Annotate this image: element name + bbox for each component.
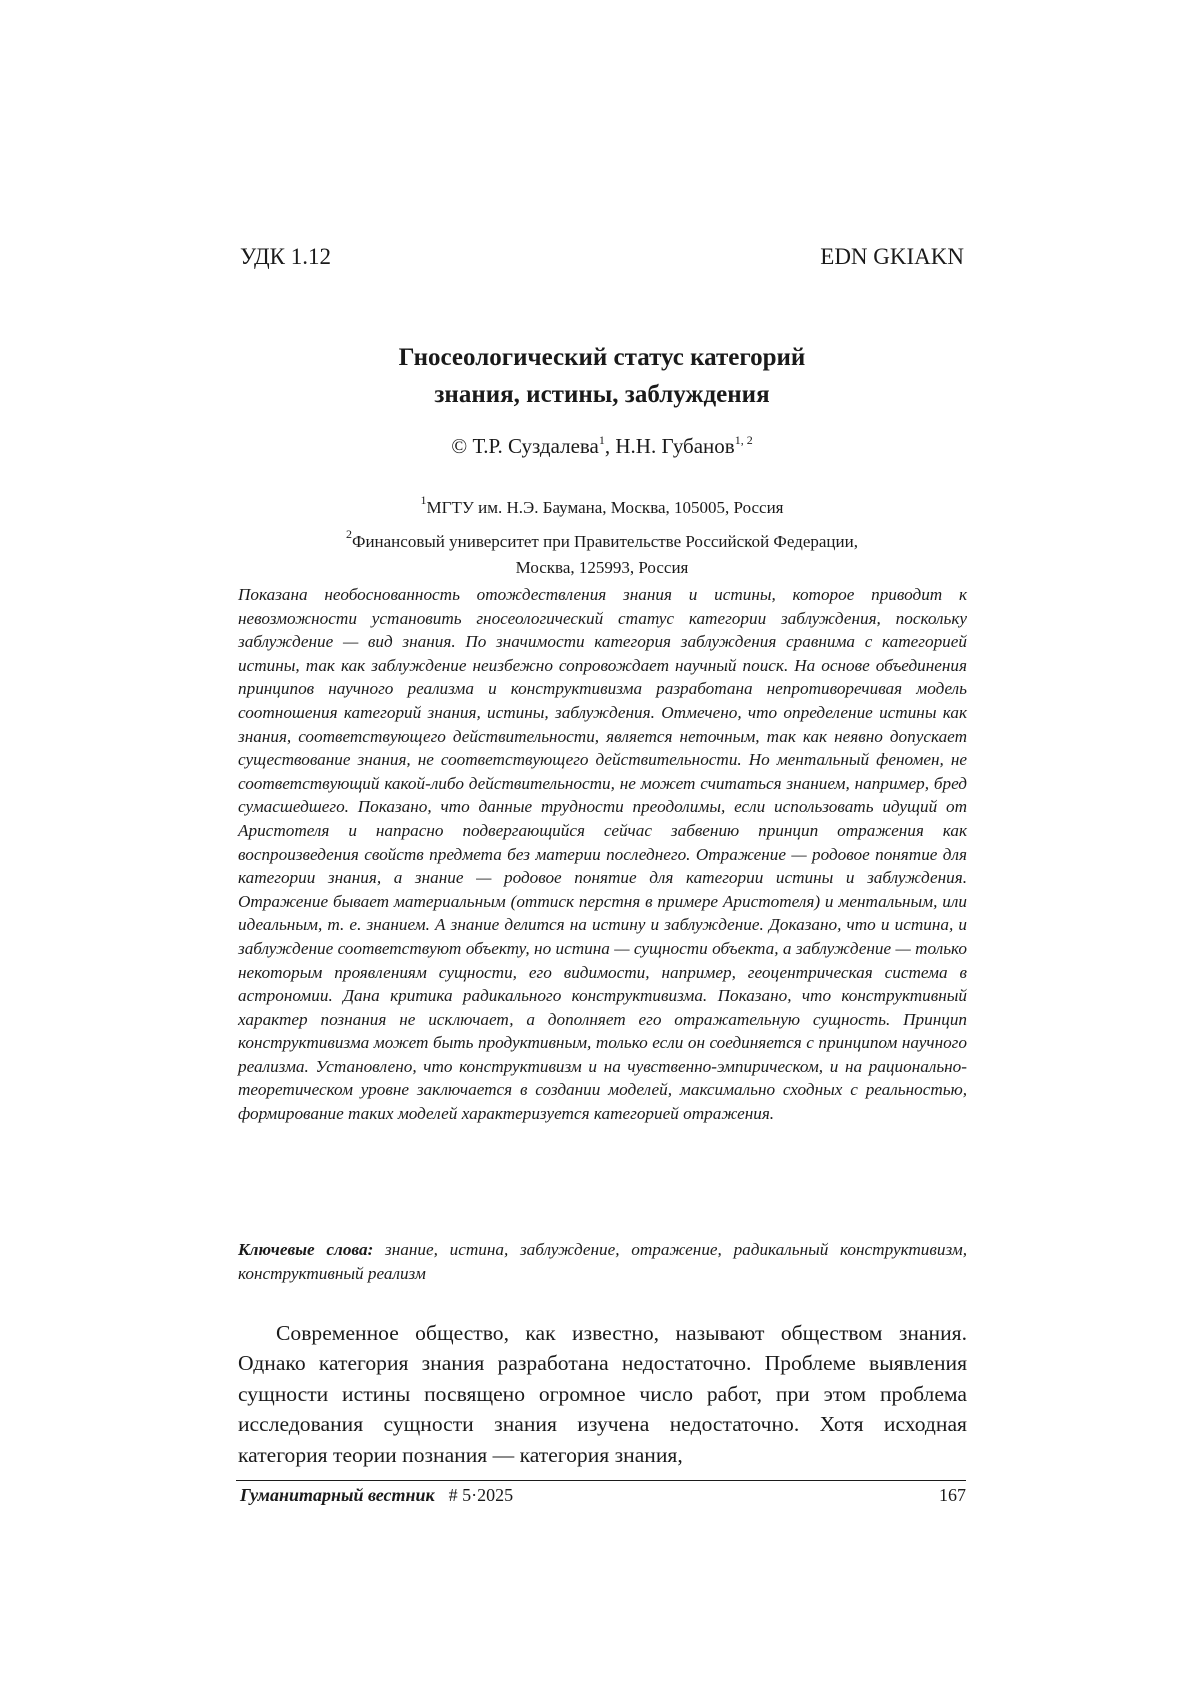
page-number: 167 (939, 1485, 966, 1505)
affiliations (240, 487, 964, 581)
title-line-1: Гносеологический статус категорий (398, 344, 806, 371)
affiliation-1 (240, 487, 964, 521)
page-header (240, 244, 964, 270)
page-footer (240, 1485, 966, 1506)
keywords-text: знание, истина, заблуждение, отражение, радикальный конструктивизм, конструктивный реализм (238, 1240, 967, 1283)
edn-code: EDN GKIAKN (820, 244, 964, 269)
author-2: , Н.Н. Губанов (604, 434, 735, 458)
article-title (240, 339, 964, 413)
authors (240, 433, 964, 459)
body-paragraph: Современное общество, как известно, называют обществом знания. Однако категория знания разработана недостаточно. Проблеме выявления сущности истины посвящено огромное число работ, при этом проблема исследования сущности знания изучена недостаточно. Хотя исходная категория теории познания — категория знания, (238, 1321, 967, 1467)
title-line-2: знания, истины, заблуждения (434, 381, 770, 408)
affiliation-2-sup: 2 (346, 527, 353, 541)
author-2-affil-sup: 1, 2 (734, 433, 753, 447)
journal-name: Гуманитарный вестник (240, 1485, 435, 1505)
affiliation-2 (240, 521, 964, 555)
udk-code: УДК 1.12 (240, 244, 331, 269)
affiliation-2-cont: Москва, 125993, Россия (515, 558, 689, 577)
affiliation-2-text: Финансовый университет при Правительстве Российской Федерации, (352, 532, 858, 551)
keywords (238, 1238, 967, 1285)
author-1-affil-sup: 1 (598, 433, 605, 447)
footer-journal (240, 1485, 513, 1506)
affiliation-1-sup: 1 (420, 493, 427, 507)
keywords-label: Ключевые слова: (238, 1240, 374, 1259)
affiliation-1-text: МГТУ им. Н.Э. Баумана, Москва, 105005, Россия (426, 498, 784, 517)
journal-issue: # 5·2025 (448, 1485, 514, 1505)
footer-divider (236, 1480, 966, 1481)
author-1: © Т.Р. Суздалева (451, 434, 599, 458)
abstract: Показана необоснованность отождествления знания и истины, которое приводит к невозможности установить гносеологический статус категории заблуждения, поскольку заблуждение — вид знания. По значимости категория заблуждения сравнима с категорией истины, так как заблуждение неизбежно сопровождает научный поиск. На основе объединения принципов научного реализма и конструктивизма разработана непротиворечивая модель соотношения категорий знания, истины, заблуждения. Отмечено, что определение истины как знания, соответствующего действительности, является неточным, так как неявно допускает существование знания, не соответствующего действительности. Но ментальный феномен, не соответствующий какой-либо действительности, не может считаться знанием, например, бред сумасшедшего. Показано, что данные трудности преодолимы, если использовать идущий от Аристотеля и напрасно подвергающийся сейчас забвению принцип отражения как воспроизведения свойств предмета без материи последнего. Отражение — родовое понятие для категории знания, а знание — родовое понятие для категории истины и заблуждения. Отражение бывает материальным (оттиск перстня в примере Аристотеля) и ментальным, или идеальным, т. е. знанием. А знание делится на истину и заблуждение. Доказано, что и истина, и заблуждение соответствуют объекту, но истина — сущности объекта, а заблуждение — только некоторым проявлениям сущности, его видимости, например, геоцентрическая система в астрономии. Дана критика радикального конструктивизма. Показано, что конструктивный характер познания не исключает, а дополняет его отражательную сущность. Принцип конструктивизма может быть продуктивным, только если он соединяется с принципом научного реализма. Установлено, что конструктивизм и на чувственно-эмпирическом, и на рационально-теоретическом уровне заключается в создании моделей, максимально сходных с реальностью, формирование таких моделей характеризуется категорией отражения. (238, 585, 967, 1124)
